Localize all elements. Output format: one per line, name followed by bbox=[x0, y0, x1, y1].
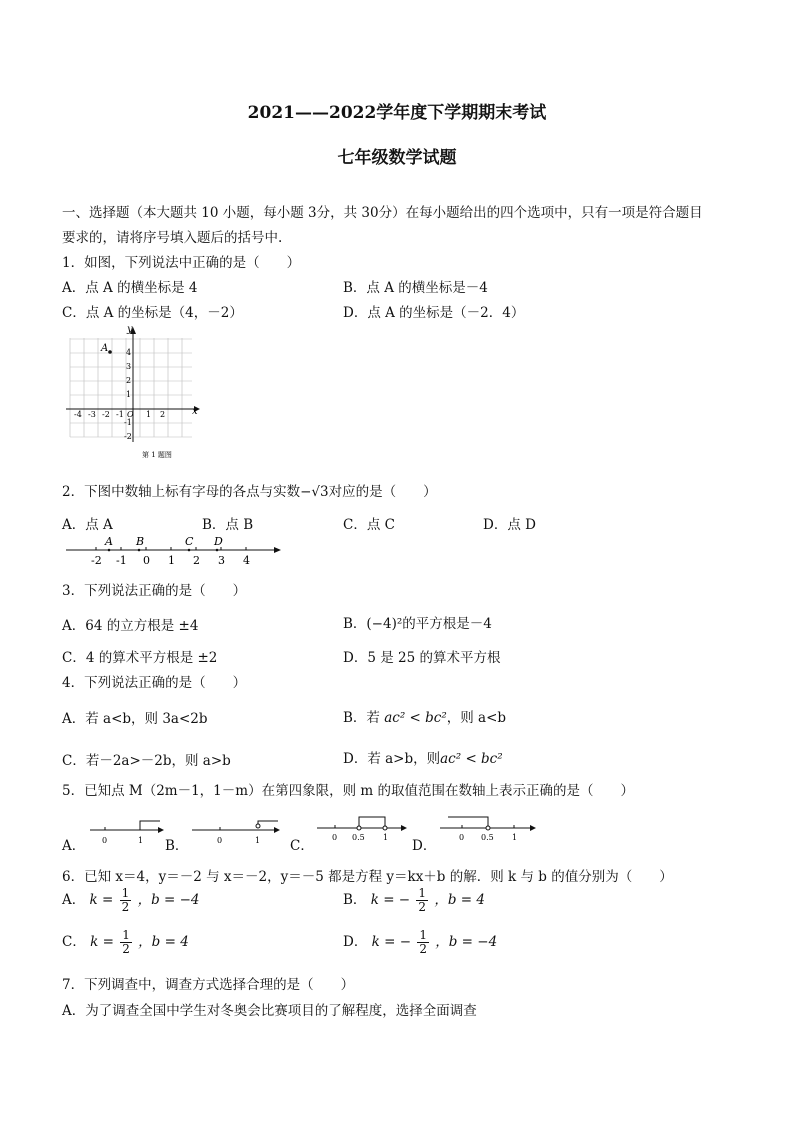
q2-number: 4 bbox=[243, 554, 250, 567]
q5-c-tick-0: 0 bbox=[332, 833, 338, 842]
q3-option-d: D．5 是 25 的算术平方根 bbox=[343, 650, 501, 666]
q5-a-arrow bbox=[158, 827, 164, 833]
q2-option-c: C．点 C bbox=[343, 517, 395, 533]
q1-y-tick-labels bbox=[124, 348, 132, 441]
exam-title: 2021——2022学年度下学期期末考试 bbox=[247, 103, 547, 123]
q2-number-labels bbox=[91, 554, 250, 567]
q2-option-b: B．点 B bbox=[202, 517, 254, 533]
q1-y-tick: 2 bbox=[126, 376, 132, 385]
q6-d-numerator: 1 bbox=[419, 928, 427, 942]
q5-c-tick-half: 0.5 bbox=[352, 833, 365, 842]
q6-a-denominator: 2 bbox=[121, 900, 130, 914]
q5-c-tick-1: 1 bbox=[383, 833, 389, 842]
q6-b-numerator: 1 bbox=[418, 886, 427, 900]
q7-option-a: A．为了调查全国中学生对冬奥会比赛项目的了解程度，选择全面调查 bbox=[62, 1003, 477, 1019]
q1-point-a bbox=[108, 350, 112, 354]
q5-a-tick-0: 0 bbox=[102, 836, 108, 845]
q5-label-a: A． bbox=[62, 838, 86, 854]
q5-option-a-line bbox=[88, 816, 164, 848]
q6-c-label: C． bbox=[62, 934, 86, 950]
q6-a-label: A． bbox=[62, 892, 86, 908]
q2-stem-pre: 2．下图中数轴上标有字母的各点与实数 bbox=[62, 484, 301, 500]
q5-a-range bbox=[140, 821, 160, 830]
q2-letter-a: A bbox=[105, 535, 113, 548]
q1-y-tick: 4 bbox=[126, 348, 132, 357]
q5-c-range bbox=[359, 817, 385, 826]
q1-x-tick: 2 bbox=[160, 410, 166, 419]
q1-origin-label: O bbox=[127, 410, 134, 419]
q5-stem: 5．已知点 M（2m－1，1－m）在第四象限，则 m 的取值范围在数轴上表示正确的是（ ） bbox=[62, 783, 634, 799]
q1-y-tick: -1 bbox=[124, 418, 132, 427]
q1-x-tick-labels bbox=[74, 410, 165, 419]
section-intro-line2: 要求的，请将序号填入题后的括号中. bbox=[62, 230, 283, 246]
q1-coordinate-figure bbox=[62, 322, 212, 462]
q3-option-b-math: B．(−4)² bbox=[343, 616, 403, 632]
q6-d-label: D． bbox=[343, 934, 368, 950]
q1-figure-caption: 第 1 题图 bbox=[142, 451, 172, 459]
q1-option-d: D．点 A 的坐标是（－2．4） bbox=[343, 305, 525, 321]
q2-number: -1 bbox=[116, 554, 127, 567]
q5-a-tick-1: 1 bbox=[138, 836, 144, 845]
q6-d-denominator: 2 bbox=[419, 942, 427, 956]
q5-label-b: B． bbox=[165, 838, 189, 854]
q4-stem: 4．下列说法正确的是（ ） bbox=[62, 675, 247, 691]
q3-option-a: A．64 的立方根是 ±4 bbox=[62, 618, 199, 634]
q6-c-fraction bbox=[120, 929, 132, 956]
q5-b-range bbox=[258, 821, 278, 824]
q6-b-denominator: 2 bbox=[418, 900, 427, 914]
q5-c-open-left bbox=[357, 826, 361, 830]
q1-x-tick: -1 bbox=[116, 410, 124, 419]
q6-c-b: ，b = 4 bbox=[138, 934, 189, 950]
q1-x-tick: 1 bbox=[146, 410, 152, 419]
q4-option-b-post: ，则 a<b bbox=[446, 710, 507, 726]
q1-y-tick: 1 bbox=[126, 390, 132, 399]
q1-x-tick: -4 bbox=[74, 410, 82, 419]
q5-b-open-point bbox=[256, 824, 260, 828]
q6-a-numerator: 1 bbox=[121, 886, 130, 900]
q2-number: -2 bbox=[91, 554, 102, 567]
q5-c-open-right bbox=[383, 826, 387, 830]
q2-number: 1 bbox=[168, 554, 175, 567]
q1-option-c: C．点 A 的坐标是（4，－2） bbox=[62, 305, 243, 321]
exam-subtitle: 七年级数学试题 bbox=[337, 148, 457, 168]
q6-stem: 6．已知 x＝4，y＝－2 与 x＝－2，y＝－5 都是方程 y＝kx＋b 的解．则 k 与 b 的值分别为（ ） bbox=[62, 869, 673, 885]
q6-option-b bbox=[343, 887, 485, 914]
q2-letter-b: B bbox=[136, 535, 145, 548]
q5-d-range bbox=[448, 817, 488, 826]
q3-option-b bbox=[343, 612, 492, 632]
q5-d-tick-0: 0 bbox=[459, 833, 465, 842]
q5-option-d-line bbox=[438, 812, 538, 848]
section-intro-line1: 一、选择题（本大题共 10 小题，每小题 3分，共 30分）在每小题给出的四个选项中，只有一项是符合题目 bbox=[62, 205, 703, 221]
q6-b-b: ，b = 4 bbox=[434, 892, 485, 908]
q6-option-c bbox=[62, 929, 189, 956]
q2-letter-c: C bbox=[185, 535, 194, 548]
q6-c-denominator: 2 bbox=[122, 942, 130, 956]
q2-number: 2 bbox=[193, 554, 200, 567]
q4-option-b bbox=[343, 706, 506, 726]
q6-d-b: ，b = −4 bbox=[435, 934, 498, 950]
q6-b-k: k = − bbox=[370, 892, 411, 908]
q3-option-c: C．4 的算术平方根是 ±2 bbox=[62, 650, 218, 666]
q5-d-arrow bbox=[530, 825, 536, 831]
q1-x-label: x bbox=[192, 406, 198, 417]
q2-letter-d: D bbox=[214, 535, 223, 548]
q2-number: 3 bbox=[218, 554, 225, 567]
q5-d-tick-half: 0.5 bbox=[481, 833, 494, 842]
q4-option-d bbox=[343, 747, 503, 767]
q3-stem: 3．下列说法正确的是（ ） bbox=[62, 583, 247, 599]
q6-c-k: k = bbox=[90, 934, 114, 950]
q5-label-c: C． bbox=[290, 838, 314, 854]
q5-option-c-line bbox=[315, 812, 407, 848]
q7-stem: 7．下列调查中，调查方式选择合理的是（ ） bbox=[62, 977, 355, 993]
q2-number-line bbox=[62, 532, 286, 570]
q6-option-d bbox=[343, 929, 497, 956]
q2-letter-labels bbox=[104, 535, 223, 548]
q1-x-tick: -3 bbox=[88, 410, 96, 419]
q1-x-tick: -2 bbox=[102, 410, 110, 419]
q6-a-k: k = bbox=[89, 892, 114, 908]
q6-option-a bbox=[62, 887, 200, 914]
q6-b-fraction bbox=[416, 887, 428, 914]
q1-option-b: B．点 A 的横坐标是－4 bbox=[343, 280, 488, 296]
q5-d-open-point bbox=[486, 826, 490, 830]
q2-axis-arrow bbox=[274, 547, 281, 553]
q4-option-b-math: ac² < bc² bbox=[384, 710, 447, 726]
q1-option-a: A．点 A 的横坐标是 4 bbox=[62, 280, 198, 296]
q4-option-c: C．若－2a>－2b，则 a>b bbox=[62, 753, 231, 769]
q6-b-label: B． bbox=[343, 892, 367, 908]
q3-option-b-post: 的平方根是－4 bbox=[402, 616, 492, 632]
q2-option-a: A．点 A bbox=[62, 517, 113, 533]
q6-d-fraction bbox=[417, 929, 429, 956]
q5-b-tick-1: 1 bbox=[255, 836, 261, 845]
q1-point-a-label: A bbox=[101, 343, 109, 354]
q5-b-arrow bbox=[274, 827, 280, 833]
q2-option-d: D．点 D bbox=[483, 517, 536, 533]
q5-label-d: D． bbox=[412, 838, 437, 854]
q1-y-tick: -2 bbox=[124, 432, 132, 441]
q5-b-tick-0: 0 bbox=[217, 836, 223, 845]
q5-option-b-line bbox=[190, 816, 282, 848]
q2-stem-post: 对应的是（ ） bbox=[328, 484, 437, 500]
q6-a-b: ，b = −4 bbox=[137, 892, 200, 908]
q4-option-d-math: ac² < bc² bbox=[440, 751, 503, 767]
q4-option-b-pre: B．若 bbox=[343, 710, 380, 726]
q6-c-numerator: 1 bbox=[122, 928, 130, 942]
q6-d-k: k = − bbox=[371, 934, 412, 950]
q6-a-fraction bbox=[120, 887, 132, 914]
q2-stem bbox=[62, 480, 437, 500]
q1-y-tick: 3 bbox=[126, 362, 132, 371]
q5-d-tick-1: 1 bbox=[512, 833, 518, 842]
q2-number: 0 bbox=[143, 554, 150, 567]
q2-stem-math: −√3 bbox=[300, 484, 329, 500]
q4-option-a: A．若 a<b，则 3a<2b bbox=[62, 711, 208, 727]
q1-stem: 1．如图，下列说法中正确的是（ ） bbox=[62, 255, 301, 271]
q4-option-d-pre: D．若 a>b，则 bbox=[343, 751, 441, 767]
q5-c-arrow bbox=[401, 825, 407, 831]
q1-y-label: y bbox=[127, 324, 133, 335]
